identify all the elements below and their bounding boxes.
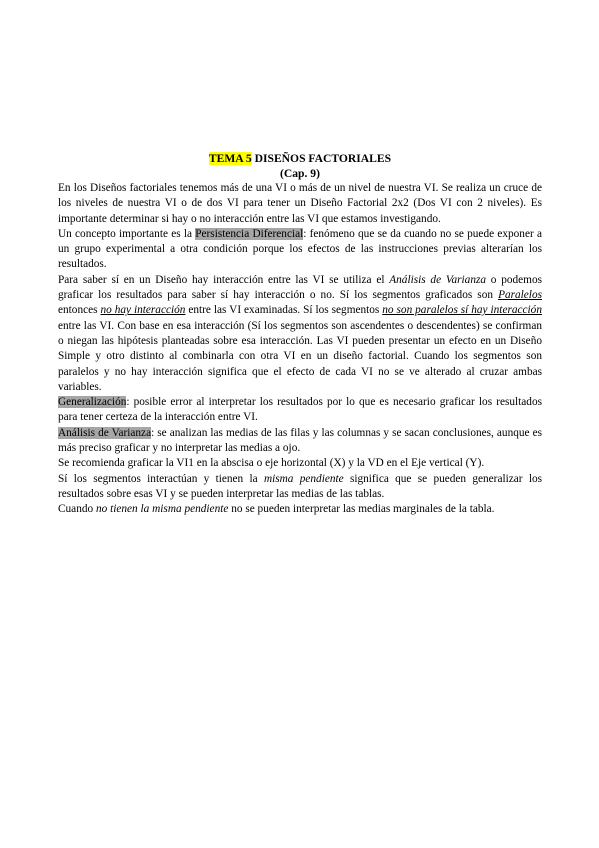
text-run: Un concepto importante es la: [58, 227, 196, 240]
paragraph-generalizacion: [58, 395, 542, 426]
paragraph-misma-pendiente: [58, 472, 542, 503]
text-run: Sí los segmentos interactúan y tienen la: [58, 472, 264, 485]
paragraph-no-misma-pendiente: [58, 502, 542, 517]
chapter-label: (Cap. 9): [280, 167, 320, 180]
text-run: entonces: [58, 304, 101, 317]
term-paralelos: Paralelos: [498, 289, 542, 302]
text-run: Para saber sí en un Diseño hay interacción entre las VI se utiliza el: [58, 273, 390, 286]
document-body: [58, 151, 542, 518]
text-run: : se analizan las medias de las filas y las columnas y se sacan conclusiones, aunque es más preciso graficar y no interpretar las medias a ojo.: [58, 426, 542, 455]
term-no-hay-interaccion: no hay interacción: [100, 304, 186, 317]
text-run: entre las VI. Con base en esa interacción (Sí los segmentos son ascendentes o descendentes) se confirman o niegan las hipótesis planteadas sobre esa interacción. Las VI pueden presentar un efecto en un Diseño Simple y otro distinto al combinarla con otra VI en un diseño factorial. Cuando los segmentos son paralelos y no hay interacción significa que el efecto de cada VI no se ve alterado al cruzar ambas variables.: [58, 319, 542, 393]
text-run: significa que se pueden generalizar los resultados sobre esas VI y se pueden interpretar las medias de las tablas.: [58, 472, 543, 500]
text-run: : fenómeno que se da cuando no se puede exponer a un grupo experimental a otra condición porque los efectos de las instrucciones previas alterarían los resultados.: [58, 227, 542, 271]
title-tema-highlight: TEMA 5: [208, 152, 252, 165]
term-analisis-varianza: Análisis de Varianza: [389, 273, 487, 286]
paragraph-analisis-varianza: [58, 426, 542, 457]
text-run: Cuando: [58, 503, 96, 516]
document-title: [58, 151, 542, 166]
text-run: entre las VI examinadas. Sí los segmentos: [185, 304, 383, 317]
term-no-paralelos: no son paralelos sí hay interacción: [382, 304, 542, 317]
text-run: : posible error al interpretar los resultados por lo que es necesario graficar los resultados para tener certeza de la interacción entre VI.: [58, 396, 542, 424]
paragraph-persistencia: [58, 227, 542, 273]
text-run: o podemos graficar los resultados para saber sí hay interacción o no. Sí los segmentos graficados son: [58, 273, 543, 302]
term-generalizacion: Generalización: [58, 396, 127, 409]
text-run: no se pueden interpretar las medias marginales de la tabla.: [228, 503, 495, 516]
paragraph-interaccion: [58, 273, 542, 395]
term-persistencia-diferencial: Persistencia Diferencial: [195, 227, 304, 240]
paragraph-recomendacion: Se recomienda graficar la VI1 en la abscisa o eje horizontal (X) y la VD en el Eje vertical (Y).: [58, 457, 485, 470]
term-analisis-de-varianza: Análisis de Varianza: [58, 426, 152, 439]
paragraph-intro: En los Diseños factoriales tenemos más de una VI o más de un nivel de nuestra VI. Se realiza un cruce de los niveles de nuestra VI o de dos VI para tener un Diseño Factorial 2x2 (Dos VI con 2 niveles). Es importante determinar si hay o no interacción entre las VI que estamos investigando.: [58, 182, 542, 225]
title-text: DISEÑOS FACTORIALES: [251, 152, 392, 165]
term-misma-pendiente: misma pendiente: [263, 472, 344, 485]
term-no-misma-pendiente: no tienen la misma pendiente: [95, 503, 229, 516]
